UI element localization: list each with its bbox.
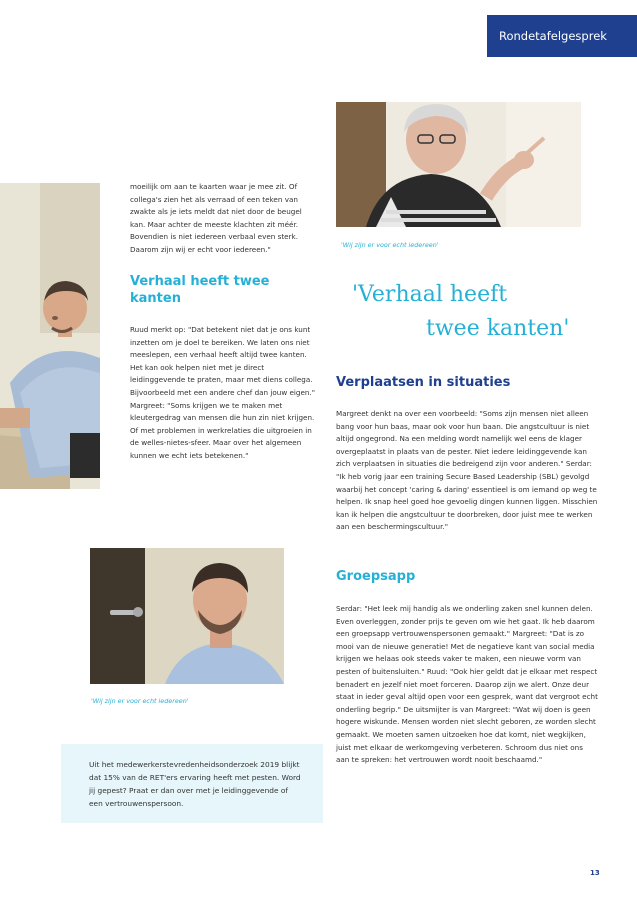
section-title: Rondetafelgesprek [499,29,607,43]
photo-man-at-table-image [0,183,100,489]
left-column-2 [130,324,318,463]
photo-man-at-table [0,183,100,489]
heading-groepsapp: Groepsapp [336,569,416,584]
left-column [130,181,318,257]
caption-mid-photo: 'Wij zijn er voor echt iedereen' [91,697,189,705]
photo-man-by-door [90,548,284,684]
photo-woman-gesturing [336,102,581,227]
heading-verplaatsen: Verplaatsen in situaties [336,375,511,390]
section-tab [487,15,637,57]
verplaatsen-paragraph: Margreet denkt na over een voorbeeld: "Soms zijn mensen niet alleen bang voor hun baas, maar ook voor hun baan. Die angstcultuur is niet altijd ongegrond. Na een melding wordt namelijk wel eens de klager overgeplaatst in plaats van de pester. Niet iedere leidinggevende kan zich verplaatsen in situaties die bedreigend zijn voor anderen." Serdar: "Ik heb vorig jaar een training Secure Based Leadership (SBL) gevolgd waarbij het concept 'caring & daring' essentieel is om iemand op weg te helpen. Ik snap heel goed hoe gevoelig dingen kunnen liggen. Misschien kan ik helpen die angstcultuur te doorbreken, door juist mee te werken aan een beschermingscultuur." [336,409,598,532]
intro-paragraph: moeilijk om aan te kaarten waar je mee zit. Of collega's zien het als verraad of een teken van zwakte als je iets meldt dat niet door de beugel kan. Maar achter de meeste klachten zit méér. Bovendien is niet iedereen verbaal even sterk. Daarom zijn wij er echt voor iedereen." [130,182,302,254]
verhaal-paragraph: Ruud merkt op: "Dat betekent niet dat je ons kunt inzetten om je doel te bereiken. We laten ons niet meeslepen, een verhaal heeft altijd twee kanten. Het kan ook helpen niet met je direct leidinggevende te praten, maar met diens collega. Bijvoorbeeld met een andere chef dan jouw eigen." Margreet: "Soms krijgen we te maken met kleutergedrag van mensen die hun zin niet krijgen. Of met problemen in werkrelaties die uitgroeien in de welles-nietes-sfeer. Maar over het algemeen kunnen we echt iets betekenen." [130,325,316,460]
groepsapp-paragraph: Serdar: "Het leek mij handig als we onderling zaken snel kunnen delen. Even overleggen, zonder prijs te geven om wie het gaat. Ik heb daarom een groepsapp vertrouwenspersonen gemaakt." Margreet: "Dat is zo mooi van de nieuwe generatie! Met de negatieve kant van social media krijgen we helaas ook steeds vaker te maken, een nieuwe vorm van pesten of buitensluiten." Ruud: "Ook hier geldt dat je elkaar met respect benadert en jezelf niet moet forceren. Daarop zijn we alert. Onze deur staat in ieder geval altijd open voor een gesprek, want dat vergroot echt onderling begrip." De uitsmijter is van Margreet: "Wat wij doen is geen hogere wiskunde. Mensen worden niet slecht geboren, ze worden slecht gemaakt. We moeten samen uitzoeken hoe dat komt, niet wegkijken, juist met elkaar de werkomgeving verbeteren. Schroom dus niet ons aan te spreken: het vertrouwen wordt nooit beschaamd." [336,604,598,765]
pull-quote-line2: twee kanten' [426,316,570,341]
verplaatsen-block [336,408,598,534]
photo-man-by-door-image [90,548,284,684]
groepsapp-block [336,603,598,767]
caption-top-photo: 'Wij zijn er voor echt iedereen' [341,241,439,249]
info-box [61,744,323,823]
pull-quote-line1: 'Verhaal heeft [352,282,508,307]
heading-verhaal: Verhaal heeft twee kanten [130,274,270,306]
info-box-text: Uit het medewerkerstevredenheidsonderzoek 2019 blijkt dat 15% van de RET'ers ervaring heeft met pesten. Word jij gepest? Praat er dan over met je leidinggevende of een vertrouwenspersoon. [89,760,301,808]
photo-woman-gesturing-image [336,102,581,227]
page-number: 13 [590,869,600,877]
